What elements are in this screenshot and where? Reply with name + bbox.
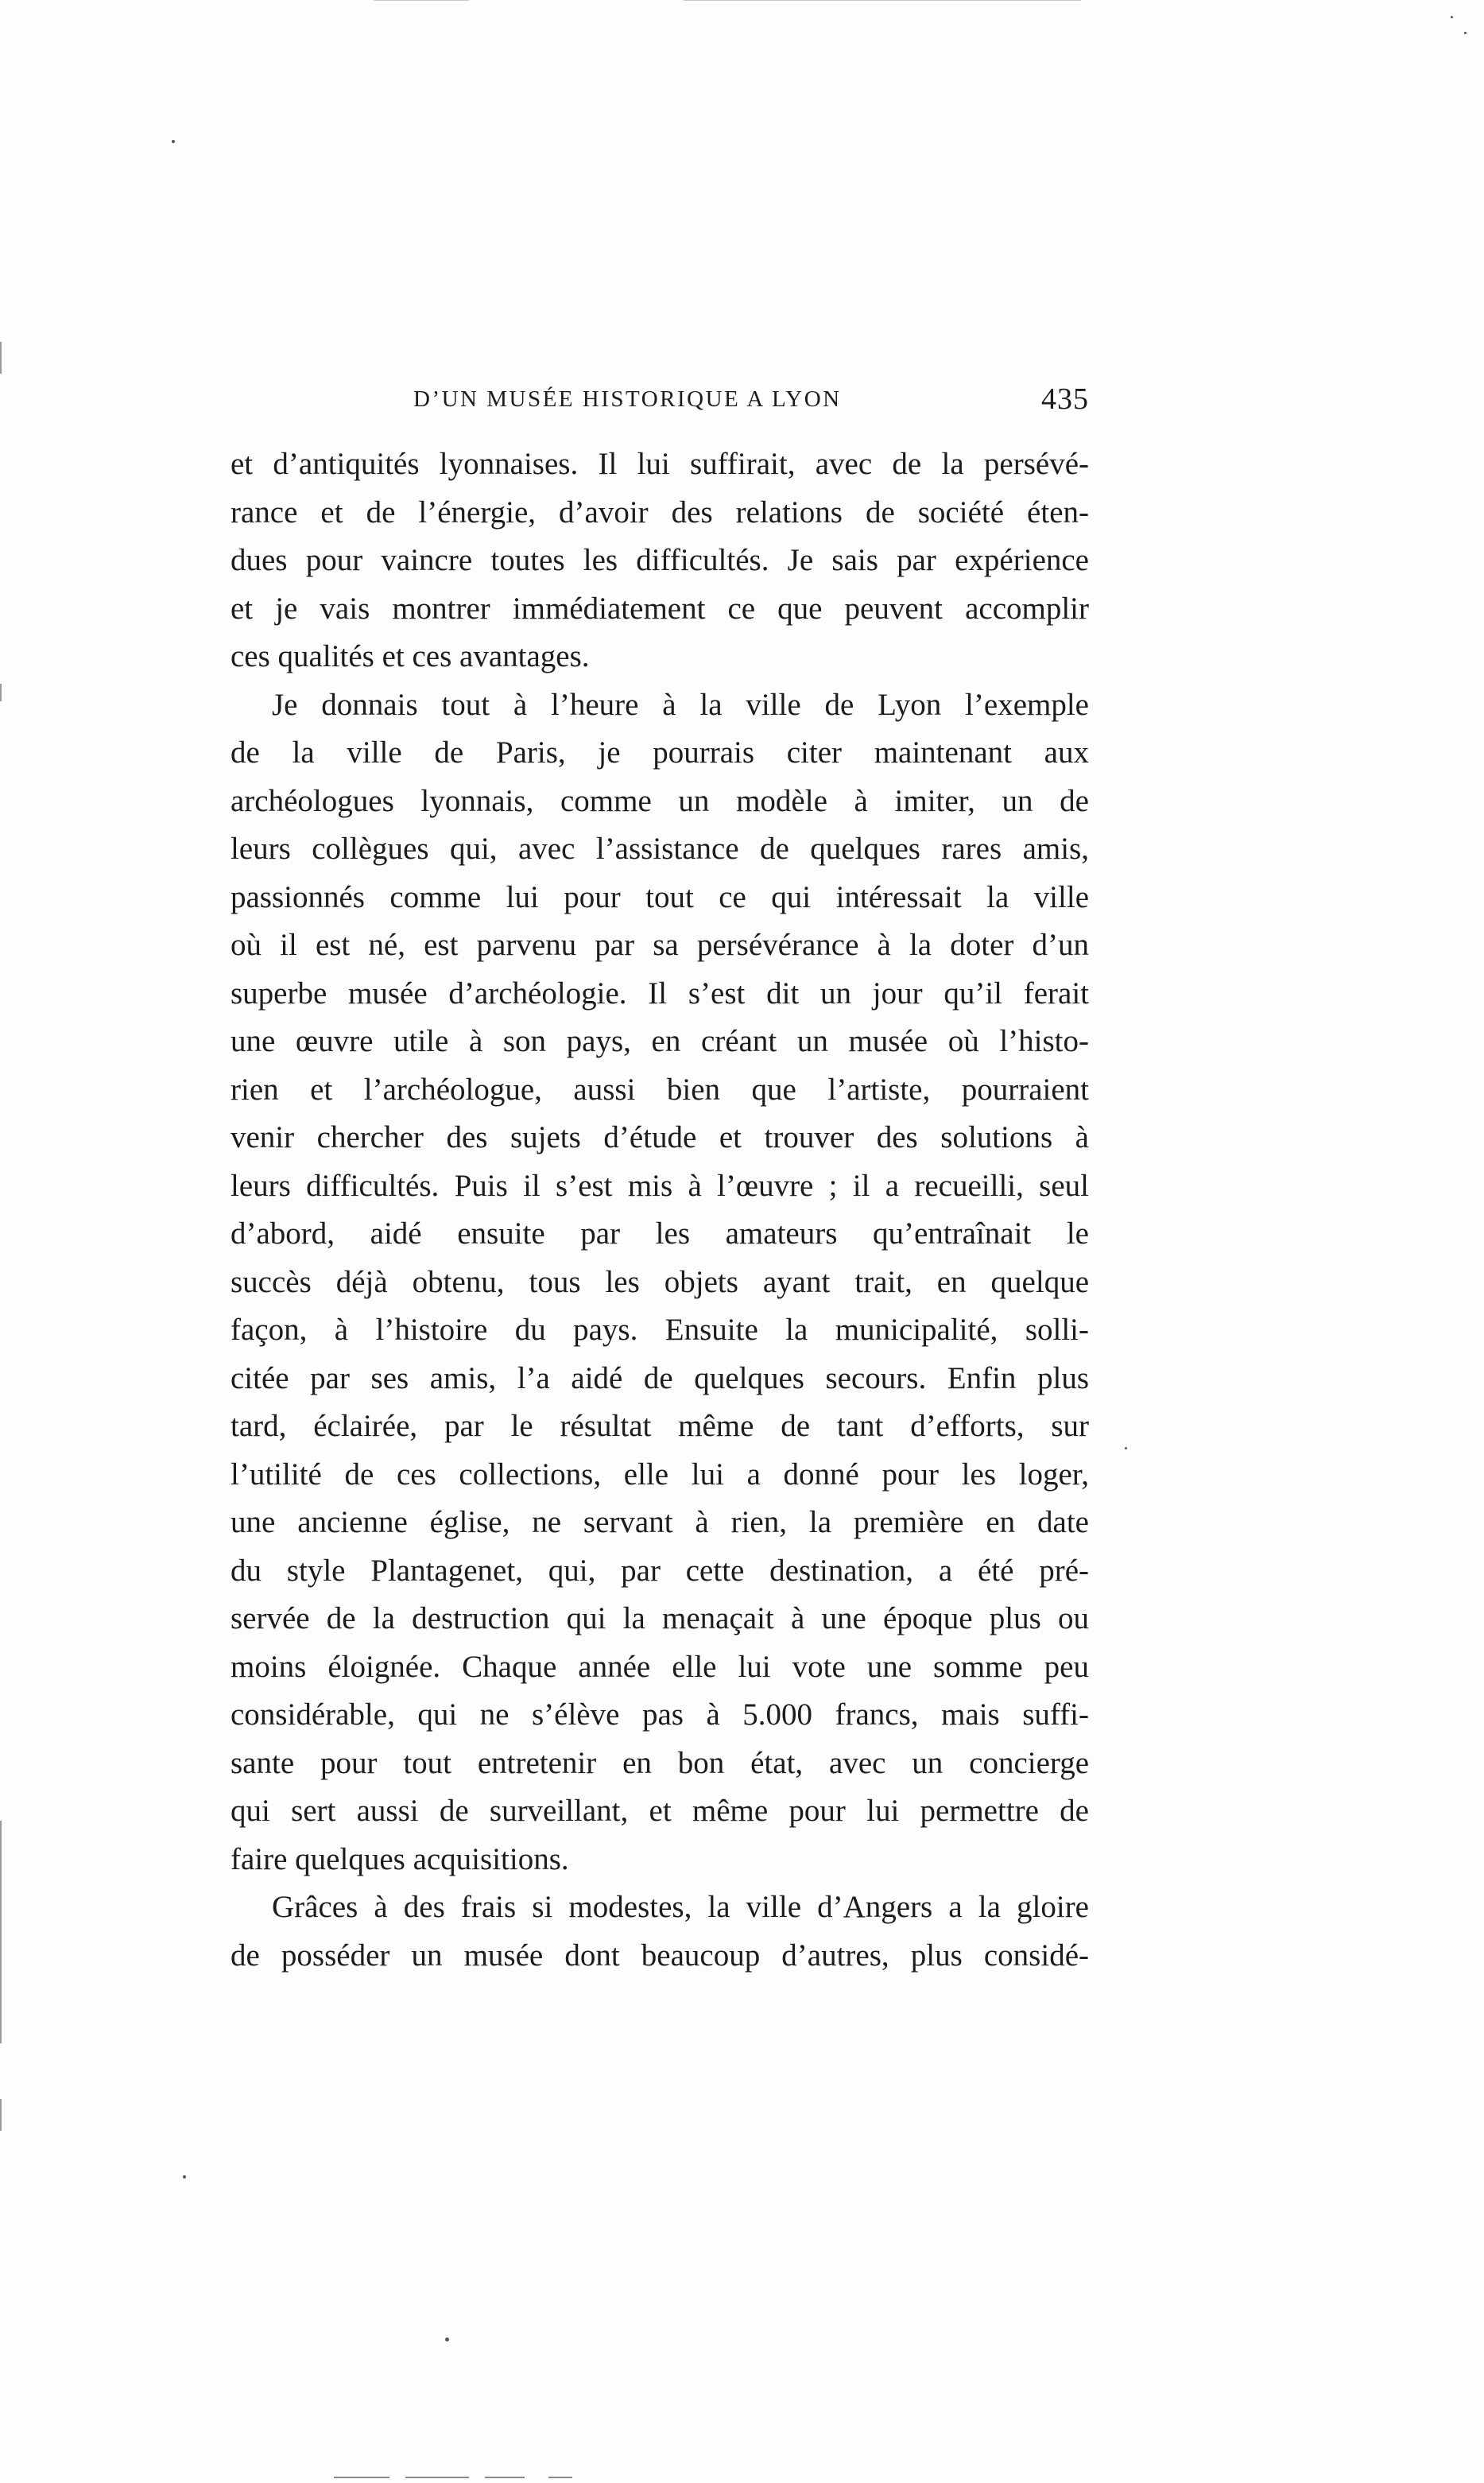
text-line: du style Plantagenet, qui, par cette destination, a été pré- [231, 1553, 1089, 1588]
text-line: considérable, qui ne s’élève pas à 5.000 francs, mais suffi- [231, 1697, 1089, 1732]
scan-speck [1464, 32, 1467, 34]
text-line: dues pour vaincre toutes les difficultés. Je sais par expérience [231, 543, 1089, 577]
scan-speck [1451, 16, 1453, 18]
text-line: et d’antiquités lyonnaises. Il lui suffirait, avec de la persévé- [231, 447, 1089, 481]
text-line: ces qualités et ces avantages. [231, 639, 590, 673]
text-line: une œuvre utile à son pays, en créant un musée où l’histo- [231, 1024, 1089, 1058]
page-number: 435 [1041, 382, 1089, 416]
text-line: archéologues lyonnais, comme un modèle à imiter, un de [231, 783, 1089, 818]
text-line: servée de la destruction qui la menaçait à une époque plus ou [231, 1601, 1089, 1635]
page-edge-mark [0, 342, 2, 374]
paragraph [231, 681, 1089, 1884]
text-line: moins éloignée. Chaque année elle lui vote une somme peu [231, 1649, 1089, 1684]
text-line: rance et de l’énergie, d’avoir des relations de société éten- [231, 495, 1089, 530]
running-header [231, 380, 1089, 428]
scan-speck [183, 2175, 186, 2178]
text-line: tard, éclairée, par le résultat même de tant d’efforts, sur [231, 1409, 1089, 1443]
text-line: citée par ses amis, l’a aidé de quelques secours. Enfin plus [231, 1360, 1089, 1395]
text-line: faire quelques acquisitions. [231, 1841, 569, 1876]
text-line: Je donnais tout à l’heure à la ville de Lyon l’exemple [272, 687, 1089, 722]
page-edge-mark [0, 2099, 2, 2131]
text-line: une ancienne église, ne servant à rien, la première en date [231, 1505, 1089, 1539]
body-text [231, 440, 1089, 1980]
scan-speck [172, 140, 175, 143]
text-line: sante pour tout entretenir en bon état, avec un concierge [231, 1745, 1089, 1780]
scan-speck [445, 2338, 449, 2341]
scan-speck [1125, 1447, 1127, 1449]
text-line: venir chercher des sujets d’étude et trouver des solutions à [231, 1120, 1089, 1154]
paragraph [231, 1884, 1089, 1980]
text-line: où il est né, est parvenu par sa persévérance à la doter d’un [231, 928, 1089, 962]
scan-border-artifact [334, 2477, 389, 2478]
text-line: de la ville de Paris, je pourrais citer maintenant aux [231, 735, 1089, 770]
text-line: superbe musée d’archéologie. Il s’est dit un jour qu’il ferait [231, 976, 1089, 1011]
scan-border-artifact [405, 2477, 469, 2478]
text-line: Grâces à des frais si modestes, la ville d’Angers a la gloire [272, 1890, 1089, 1924]
text-line: passionnés comme lui pour tout ce qui intéressait la ville [231, 879, 1089, 914]
running-title: D’UN MUSÉE HISTORIQUE A LYON [413, 386, 842, 412]
text-line: qui sert aussi de surveillant, et même pour lui permettre de [231, 1794, 1089, 1828]
scan-border-artifact [485, 2477, 525, 2478]
page-edge-mark [0, 684, 2, 701]
text-line: l’utilité de ces collections, elle lui a donné pour les loger, [231, 1457, 1089, 1492]
text-line: d’abord, aidé ensuite par les amateurs qu’entraînait le [231, 1216, 1089, 1251]
scan-border-artifact [684, 0, 1081, 1]
scan-border-artifact [374, 0, 469, 1]
text-line: de posséder un musée dont beaucoup d’autres, plus considé- [231, 1938, 1089, 1973]
text-line: façon, à l’histoire du pays. Ensuite la municipalité, solli- [231, 1313, 1089, 1347]
text-line: leurs difficultés. Puis il s’est mis à l’œuvre ; il a recueilli, seul [231, 1168, 1089, 1203]
page-edge-mark [0, 1821, 2, 2043]
text-line: rien et l’archéologue, aussi bien que l’artiste, pourraient [231, 1072, 1089, 1107]
text-line: et je vais montrer immédiatement ce que peuvent accomplir [231, 591, 1089, 626]
text-line: leurs collègues qui, avec l’assistance de quelques rares amis, [231, 832, 1089, 866]
text-line: succès déjà obtenu, tous les objets ayant trait, en quelque [231, 1264, 1089, 1299]
scan-border-artifact [548, 2477, 572, 2478]
paragraph [231, 440, 1089, 681]
